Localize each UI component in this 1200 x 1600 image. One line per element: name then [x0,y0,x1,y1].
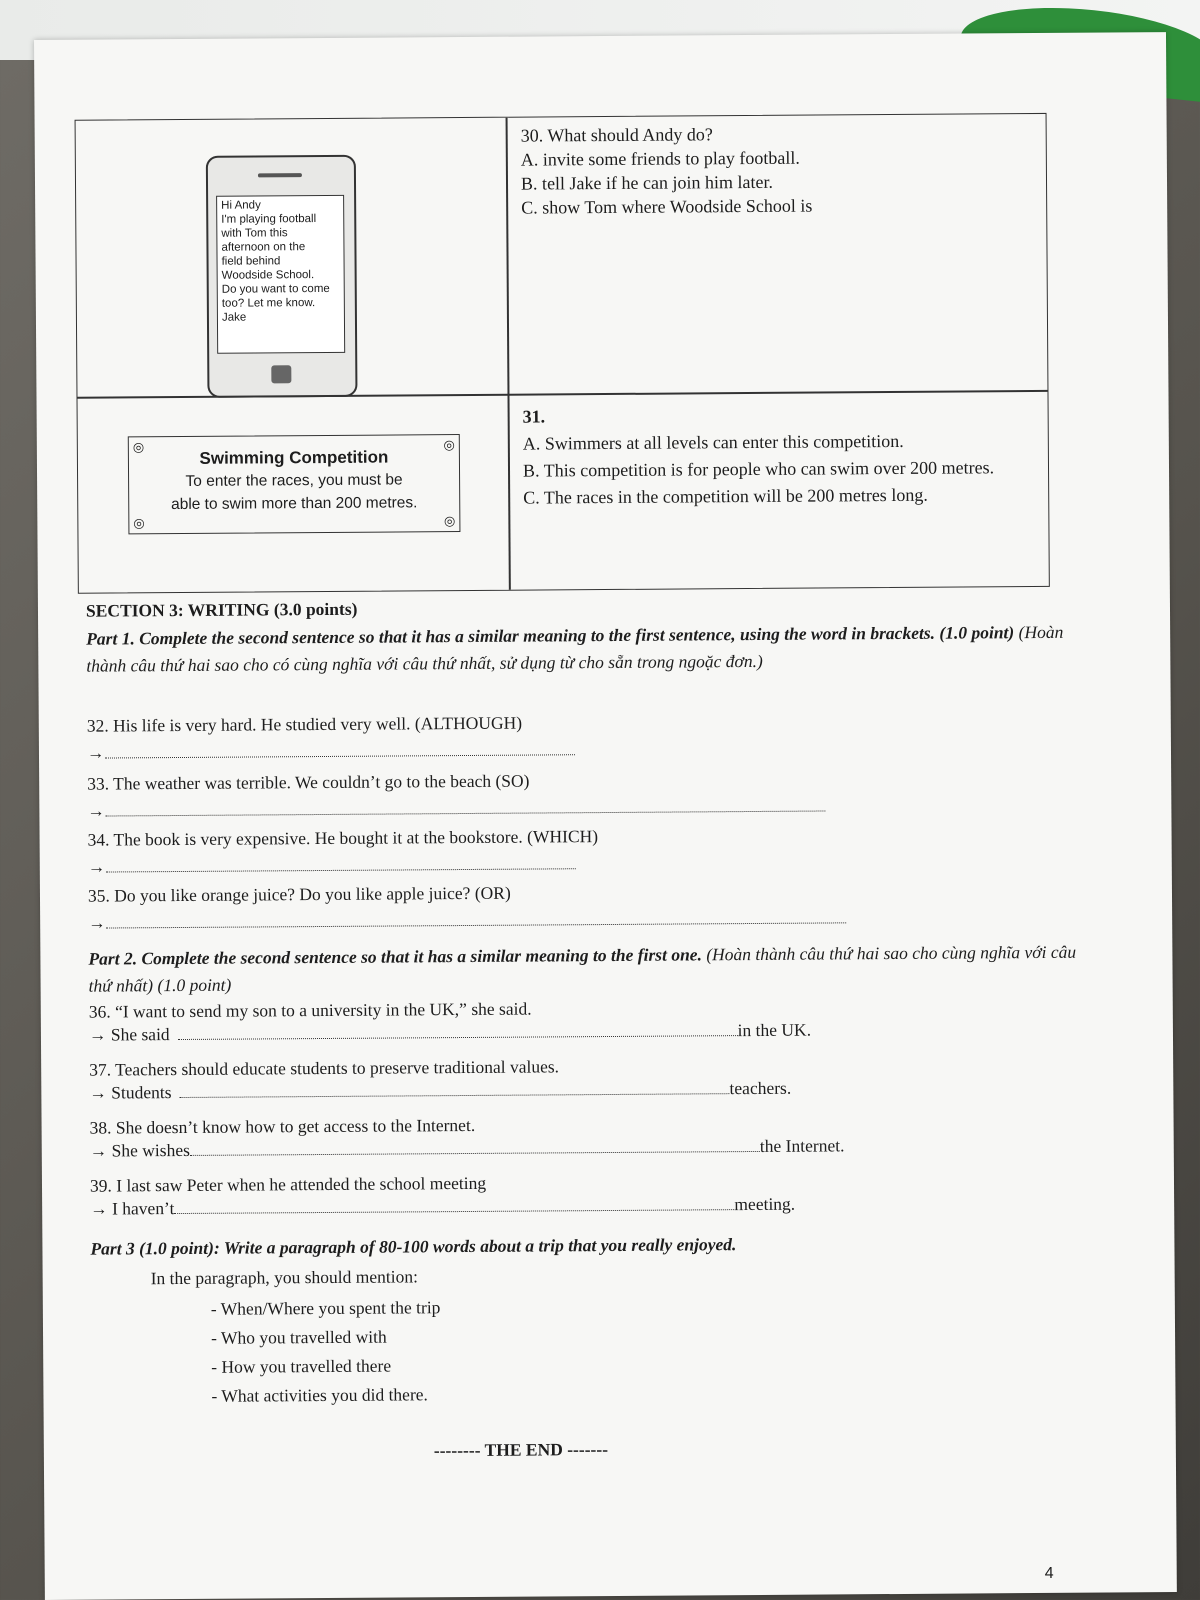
answer-line[interactable] [106,922,846,928]
msg-line: too? Let me know. [221,297,316,310]
q37-text: 37. Teachers should educate students to preserve traditional values. [89,1056,560,1080]
answer-end: teachers. [729,1077,792,1099]
answer-line[interactable] [105,868,575,872]
q35 [88,879,1098,934]
part-1-instruction: Part 1. Complete the second sentence so that it has a similar meaning to the first sentence, using the word in brackets. (1.0 point) [86,622,1015,649]
bullet-item: - When/Where you spent the trip [210,1297,441,1319]
answer-line[interactable] [105,810,825,816]
msg-signature: Jake [221,311,247,324]
part-2-instruction-vn: (Hoàn thành câu thứ hai sao cho cùng nghĩa với câu thứ nhất) (1.0 point) [88,941,1077,996]
q37 [89,1053,1099,1104]
answer-arrow: → [86,742,105,763]
msg-line: I'm playing football [221,213,317,226]
corner-ornament-icon: ◎ [443,437,455,453]
answer-end: in the UK. [737,1019,812,1041]
q35-text: 35. Do you like orange juice? Do you like apple juice? (OR) [87,882,511,906]
table-divider-vertical [506,118,511,590]
q32-text: 32. His life is very hard. He studied very well. (ALTHOUGH) [86,712,523,736]
answer-end: the Internet. [759,1135,845,1156]
answer-start: → She said [88,1024,170,1045]
answer-line[interactable] [105,754,575,758]
q33-text: 33. The weather was terrible. We couldn’t go to the beach (SO) [87,770,530,794]
phone-message [216,195,345,354]
answer-line[interactable] [190,1151,760,1156]
q31-option-b: B. This competition is for people who can swim over 200 metres. [522,457,995,481]
part-3-intro: In the paragraph, you should mention: [150,1266,419,1289]
notice-line: able to swim more than 200 metres. [170,494,418,514]
part-1-heading [86,619,1096,680]
msg-line: field behind [221,255,281,268]
q30-stem: 30. What should Andy do? [520,124,713,146]
bullet-item: - Who you travelled with [210,1326,387,1348]
q34 [88,823,1098,878]
answer-line[interactable] [178,1035,738,1040]
q38-text: 38. She doesn’t know how to get access to the Internet. [89,1114,476,1138]
question-table [75,113,1050,594]
answer-start: → She wishes [89,1139,190,1161]
part-2-heading [88,939,1098,1000]
msg-line: Do you want to come [221,282,330,296]
exam-paper [34,32,1177,1600]
q31-option-c: C. The races in the competition will be 200 metres long. [523,484,928,508]
msg-line: Woodside School. [221,269,315,282]
q31-option-a: A. Swimmers at all levels can enter this competition. [522,430,904,454]
corner-ornament-icon: ◎ [132,439,145,455]
q39-text: 39. I last saw Peter when he attended the school meeting [89,1172,487,1196]
swimming-notice [128,434,461,534]
q32 [87,709,1097,764]
q30-option-c: C. show Tom where Woodside School is [521,195,813,218]
q30-option-b: B. tell Jake if he can join him later. [520,171,774,194]
bullet-item: - How you travelled there [211,1355,392,1377]
answer-arrow: → [87,856,106,877]
phone-home-button [271,365,291,383]
section-3-heading: SECTION 3: WRITING (3.0 points) [85,598,358,621]
part-2-instruction: Part 2. Complete the second sentence so that it has a similar meaning to the first one. [88,944,702,969]
bullet-item: - What activities you did there. [211,1384,428,1406]
answer-start: → Students [89,1082,172,1103]
q33 [87,767,1097,822]
q34-text: 34. The book is very expensive. He bought it at the bookstore. (WHICH) [87,826,599,850]
answer-arrow: → [88,912,106,933]
notice-line: To enter the races, you must be [185,471,403,490]
phone-illustration [206,155,358,398]
q36 [89,995,1099,1046]
corner-ornament-icon: ◎ [133,515,145,531]
msg-line: Hi Andy [221,199,261,212]
q39 [90,1169,1100,1220]
phone-speaker [258,173,302,177]
part-1-instruction-vn: (Hoàn thành câu thứ hai sao cho có cùng nghĩa với câu thứ nhất, sử dụng từ cho sẵn trong ngoặc đơn.) [86,621,1064,676]
answer-end: meeting. [734,1193,796,1215]
answer-line[interactable] [174,1209,734,1214]
answer-start: → I haven’t [90,1198,175,1219]
question-31 [523,400,1044,512]
answer-line[interactable] [180,1093,730,1098]
part-3-heading: Part 3 (1.0 point): Write a paragraph of 80-100 words about a trip that you really enjoyed. [90,1234,737,1259]
notice-title: Swimming Competition [199,447,389,468]
msg-line: afternoon on the [221,241,306,254]
q36-text: 36. “I want to send my son to a university in the UK,” she said. [88,998,532,1022]
q38 [90,1111,1100,1162]
msg-line: with Tom this [221,227,288,240]
answer-arrow: → [87,800,105,821]
q31-stem: 31. [522,406,546,427]
question-30 [521,120,1042,220]
corner-ornament-icon: ◎ [443,513,456,529]
q30-option-a: A. invite some friends to play football. [520,147,800,170]
part-3-bullets [211,1289,1012,1411]
the-end: -------- THE END ------- [433,1439,609,1461]
page-number: 4 [1044,1564,1054,1582]
